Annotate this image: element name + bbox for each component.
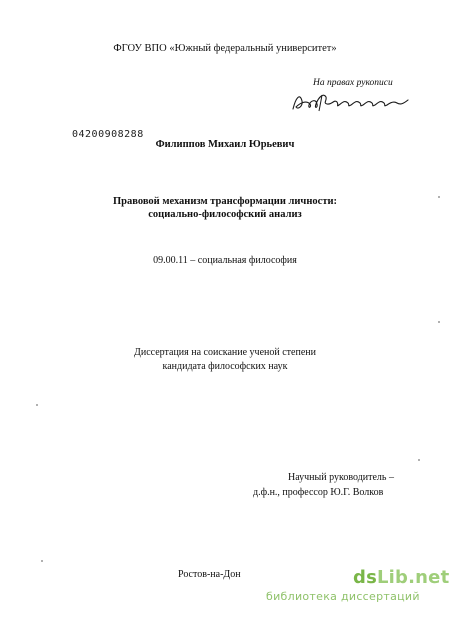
registration-stamp-code: 04200908288 [72, 129, 144, 140]
institution-name: ФГОУ ВПО «Южный федеральный университет» [113, 43, 337, 54]
dslib-logo-ds: ds [353, 567, 377, 588]
dissertation-title-line2: социально-философский анализ [148, 209, 302, 220]
dissertation-degree-line2: кандидата философских наук [162, 361, 288, 372]
city-name: Ростов-на-Дон [178, 569, 241, 580]
author-name: Филиппов Михаил Юрьевич [155, 139, 295, 150]
dslib-logo-lib: Lib.net [377, 567, 450, 588]
dslib-logo[interactable] [353, 567, 449, 588]
specialty-code: 09.00.11 – социальная философия [153, 255, 297, 266]
scan-speck [418, 459, 420, 461]
dissertation-degree-line1: Диссертация на соискание ученой степени [134, 347, 316, 358]
supervisor-label: Научный руководитель – [288, 472, 394, 483]
handwritten-signature-icon [290, 87, 420, 113]
dissertation-title-line1: Правовой механизм трансформации личности: [112, 196, 338, 207]
supervisor-name: д.ф.н., профессор Ю.Г. Волков [253, 487, 384, 498]
rights-note: На правах рукописи [313, 78, 393, 88]
scan-speck [438, 321, 440, 323]
scan-speck [36, 404, 38, 406]
scan-speck [438, 196, 440, 198]
dslib-caption: библиотека диссертаций [266, 590, 420, 603]
scan-speck [41, 560, 43, 562]
